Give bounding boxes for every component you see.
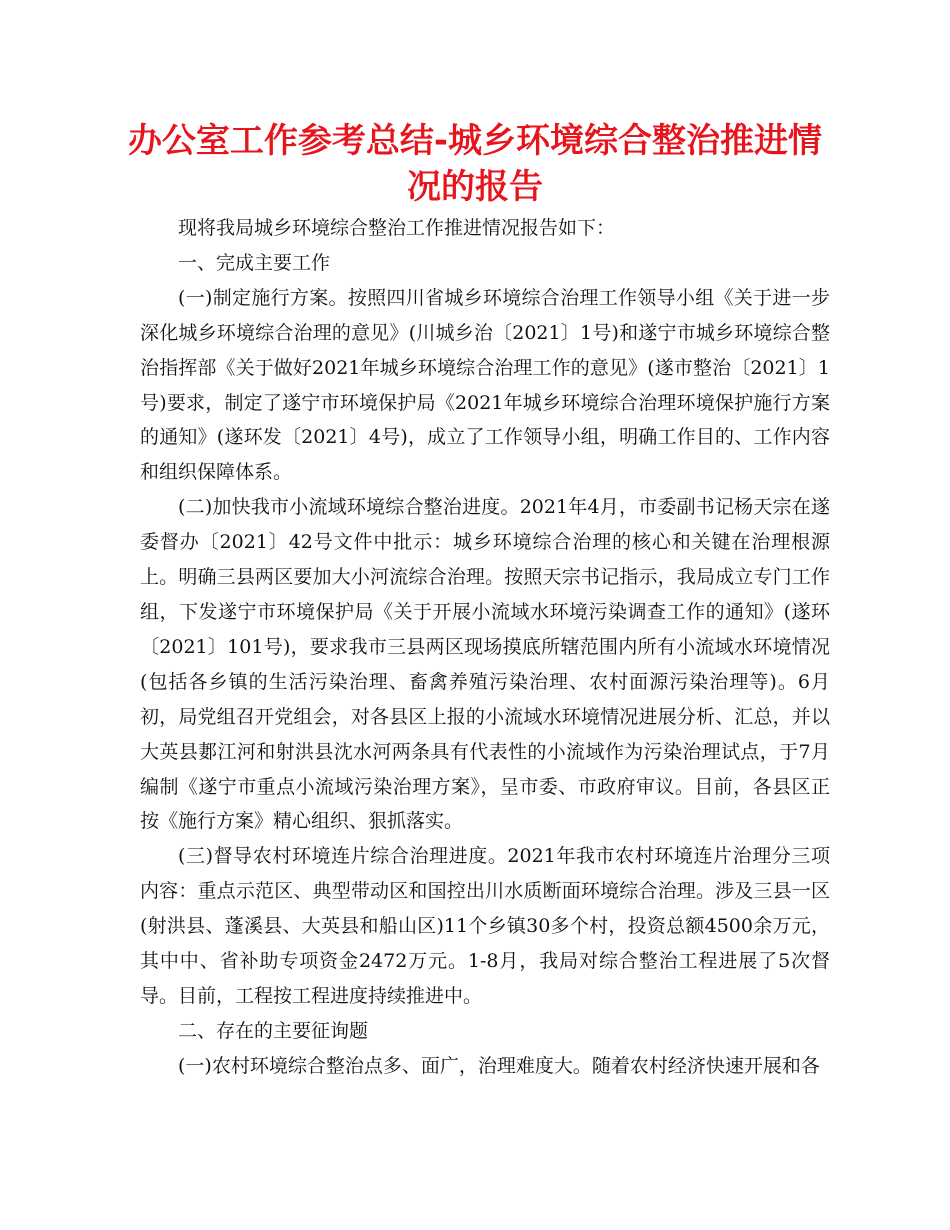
paragraph-plan: (一)制定施行方案。按照四川省城乡环境综合治理工作领导小组《关于进一步深化城乡环境综合治理的意见》(川城乡治〔2021〕1号)和遂宁市城乡环境综合整治指挥部《关于做好2021年城乡环境综合治理工作的意见》(遂市整治〔2021〕1号)要求，制定了遂宁市环境保护局《2021年城乡环境综合治理环境保护施行方案的通知》(遂环发〔2021〕4号)，成立了工作领导小组，明确工作目的、工作内容和组织保障体系。 [140,286,830,484]
document-title: 办公室工作参考总结-城乡环境综合整治推进情况的报告 [127,121,823,207]
document-body [140,211,830,1084]
section-heading-2: 二、存在的主要征询题 [178,1019,369,1042]
intro-paragraph: 现将我局城乡环境综合整治工作推进情况报告如下： [178,217,616,239]
paragraph-problem-1: (一)农村环境综合整治点多、面广，治理难度大。随着农村经济快速开展和各 [178,1054,820,1077]
paragraph-watershed: (二)加快我市小流域环境综合整治进度。2021年4月，市委副书记杨天宗在遂委督办〔2021〕42号文件中批示：城乡环境综合治理的核心和关键在治理根源上。明确三县两区要加大小河流综合治理。按照天宗书记指示，我局成立专门工作组，下发遂宁市环境保护局《关于开展小流域水环境污染调查工作的通知》(遂环〔2021〕101号)，要求我市三县两区现场摸底所辖范围内所有小流域水环境情况(包括各乡镇的生活污染治理、畜禽养殖污染治理、农村面源污染治理等)。6月初，局党组召开党组会，对各县区上报的小流域水环境情况进展分析、汇总，并以大英县郪江河和射洪县沈水河两条具有代表性的小流域作为污染治理试点，于7月编制《遂宁市重点小流域污染治理方案》，呈市委、市政府审议。目前，各县区正按《施行方案》精心组织、狠抓落实。 [140,496,830,833]
paragraph-rural: (三)督导农村环境连片综合治理进度。2021年我市农村环境连片治理分三项内容：重点示范区、典型带动区和国控出川水质断面环境综合治理。涉及三县一区(射洪县、蓬溪县、大英县和船山区)11个乡镇30多个村，投资总额4500余万元，其中中、省补助专项资金2472万元。1-8月，我局对综合整治工程进展了5次督导。目前，工程按工程进度持续推进中。 [140,845,830,1007]
section-heading-1: 一、完成主要工作 [178,251,331,274]
